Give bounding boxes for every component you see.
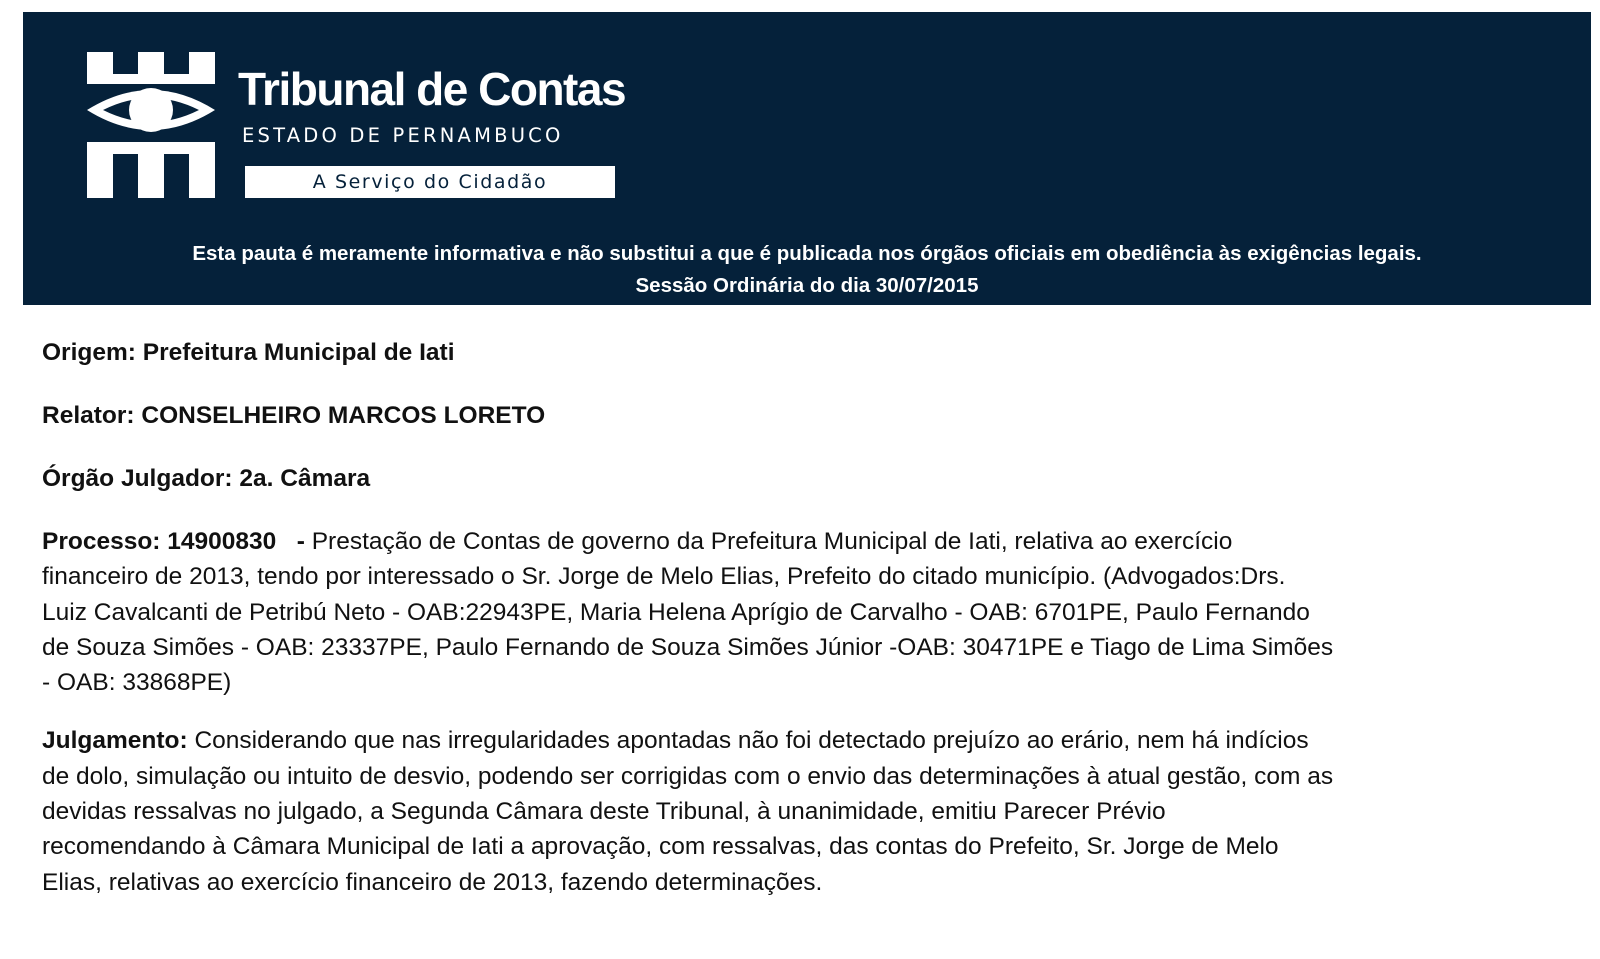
relator-label: Relator: xyxy=(42,402,135,429)
processo-separator: - xyxy=(296,528,305,555)
processo-text-line: - OAB: 33868PE) xyxy=(42,669,232,697)
origem-value: Prefeitura Municipal de Iati xyxy=(142,339,455,366)
julgamento-text-line: de dolo, simulação ou intuito de desvio, podendo ser corrigidas com o envio das determinações à atual gestão, com as xyxy=(42,762,1334,790)
julgamento-text-line: recomendando à Câmara Municipal de Iati a aprovação, com ressalvas, das contas do Prefeito, Sr. Jorge de Melo xyxy=(42,833,1279,861)
field-orgao-julgador xyxy=(42,464,1592,494)
logo-title: Tribunal de Contas xyxy=(238,63,626,115)
header-banner xyxy=(23,12,1591,305)
orgao-value: 2a. Câmara xyxy=(239,465,371,492)
julgamento-text-line: Considerando que nas irregularidades apontadas não foi detectado prejuízo ao erário, nem há indícios xyxy=(194,727,1309,755)
notice-text xyxy=(23,238,1591,302)
tce-eye-tower-logo-icon xyxy=(87,52,215,198)
field-relator xyxy=(42,401,1592,431)
processo-paragraph xyxy=(42,524,1592,700)
origem-label: Origem: xyxy=(42,339,136,366)
processo-label: Processo: 14900830 xyxy=(42,528,277,555)
orgao-label: Órgão Julgador: xyxy=(42,465,233,492)
processo-text-line: Luiz Cavalcanti de Petribú Neto - OAB:22943PE, Maria Helena Aprígio de Carvalho - OAB: 6701PE, Paulo Fernando xyxy=(42,598,1310,626)
relator-value: CONSELHEIRO MARCOS LORETO xyxy=(141,402,546,429)
logo-subtitle: ESTADO DE PERNAMBUCO xyxy=(242,124,564,147)
notice-line-session: Sessão Ordinária do dia 30/07/2015 xyxy=(635,274,979,297)
julgamento-label: Julgamento: xyxy=(42,727,188,755)
logo-tagline: A Serviço do Cidadão xyxy=(245,166,615,198)
processo-text-line: Prestação de Contas de governo da Prefeitura Municipal de Iati, relativa ao exercício xyxy=(311,528,1233,555)
julgamento-text-line: Elias, relativas ao exercício financeiro de 2013, fazendo determinações. xyxy=(42,868,823,896)
julgamento-paragraph xyxy=(42,723,1592,899)
processo-text-line: financeiro de 2013, tendo por interessado o Sr. Jorge de Melo Elias, Prefeito do citado município. (Advogados:Drs. xyxy=(42,563,1286,591)
notice-line-disclaimer: Esta pauta é meramente informativa e não substitui a que é publicada nos órgãos oficiais em obediência às exigências legais. xyxy=(192,242,1422,265)
document-body xyxy=(42,338,1592,900)
julgamento-text-line: devidas ressalvas no julgado, a Segunda Câmara deste Tribunal, à unanimidade, emitiu Parecer Prévio xyxy=(42,798,1166,826)
julgamento-line xyxy=(42,723,1592,758)
field-origem xyxy=(42,338,1592,368)
processo-text-line: de Souza Simões - OAB: 23337PE, Paulo Fernando de Souza Simões Júnior -OAB: 30471PE e Tiago de Lima Simões xyxy=(42,633,1334,661)
processo-line xyxy=(42,524,1592,559)
